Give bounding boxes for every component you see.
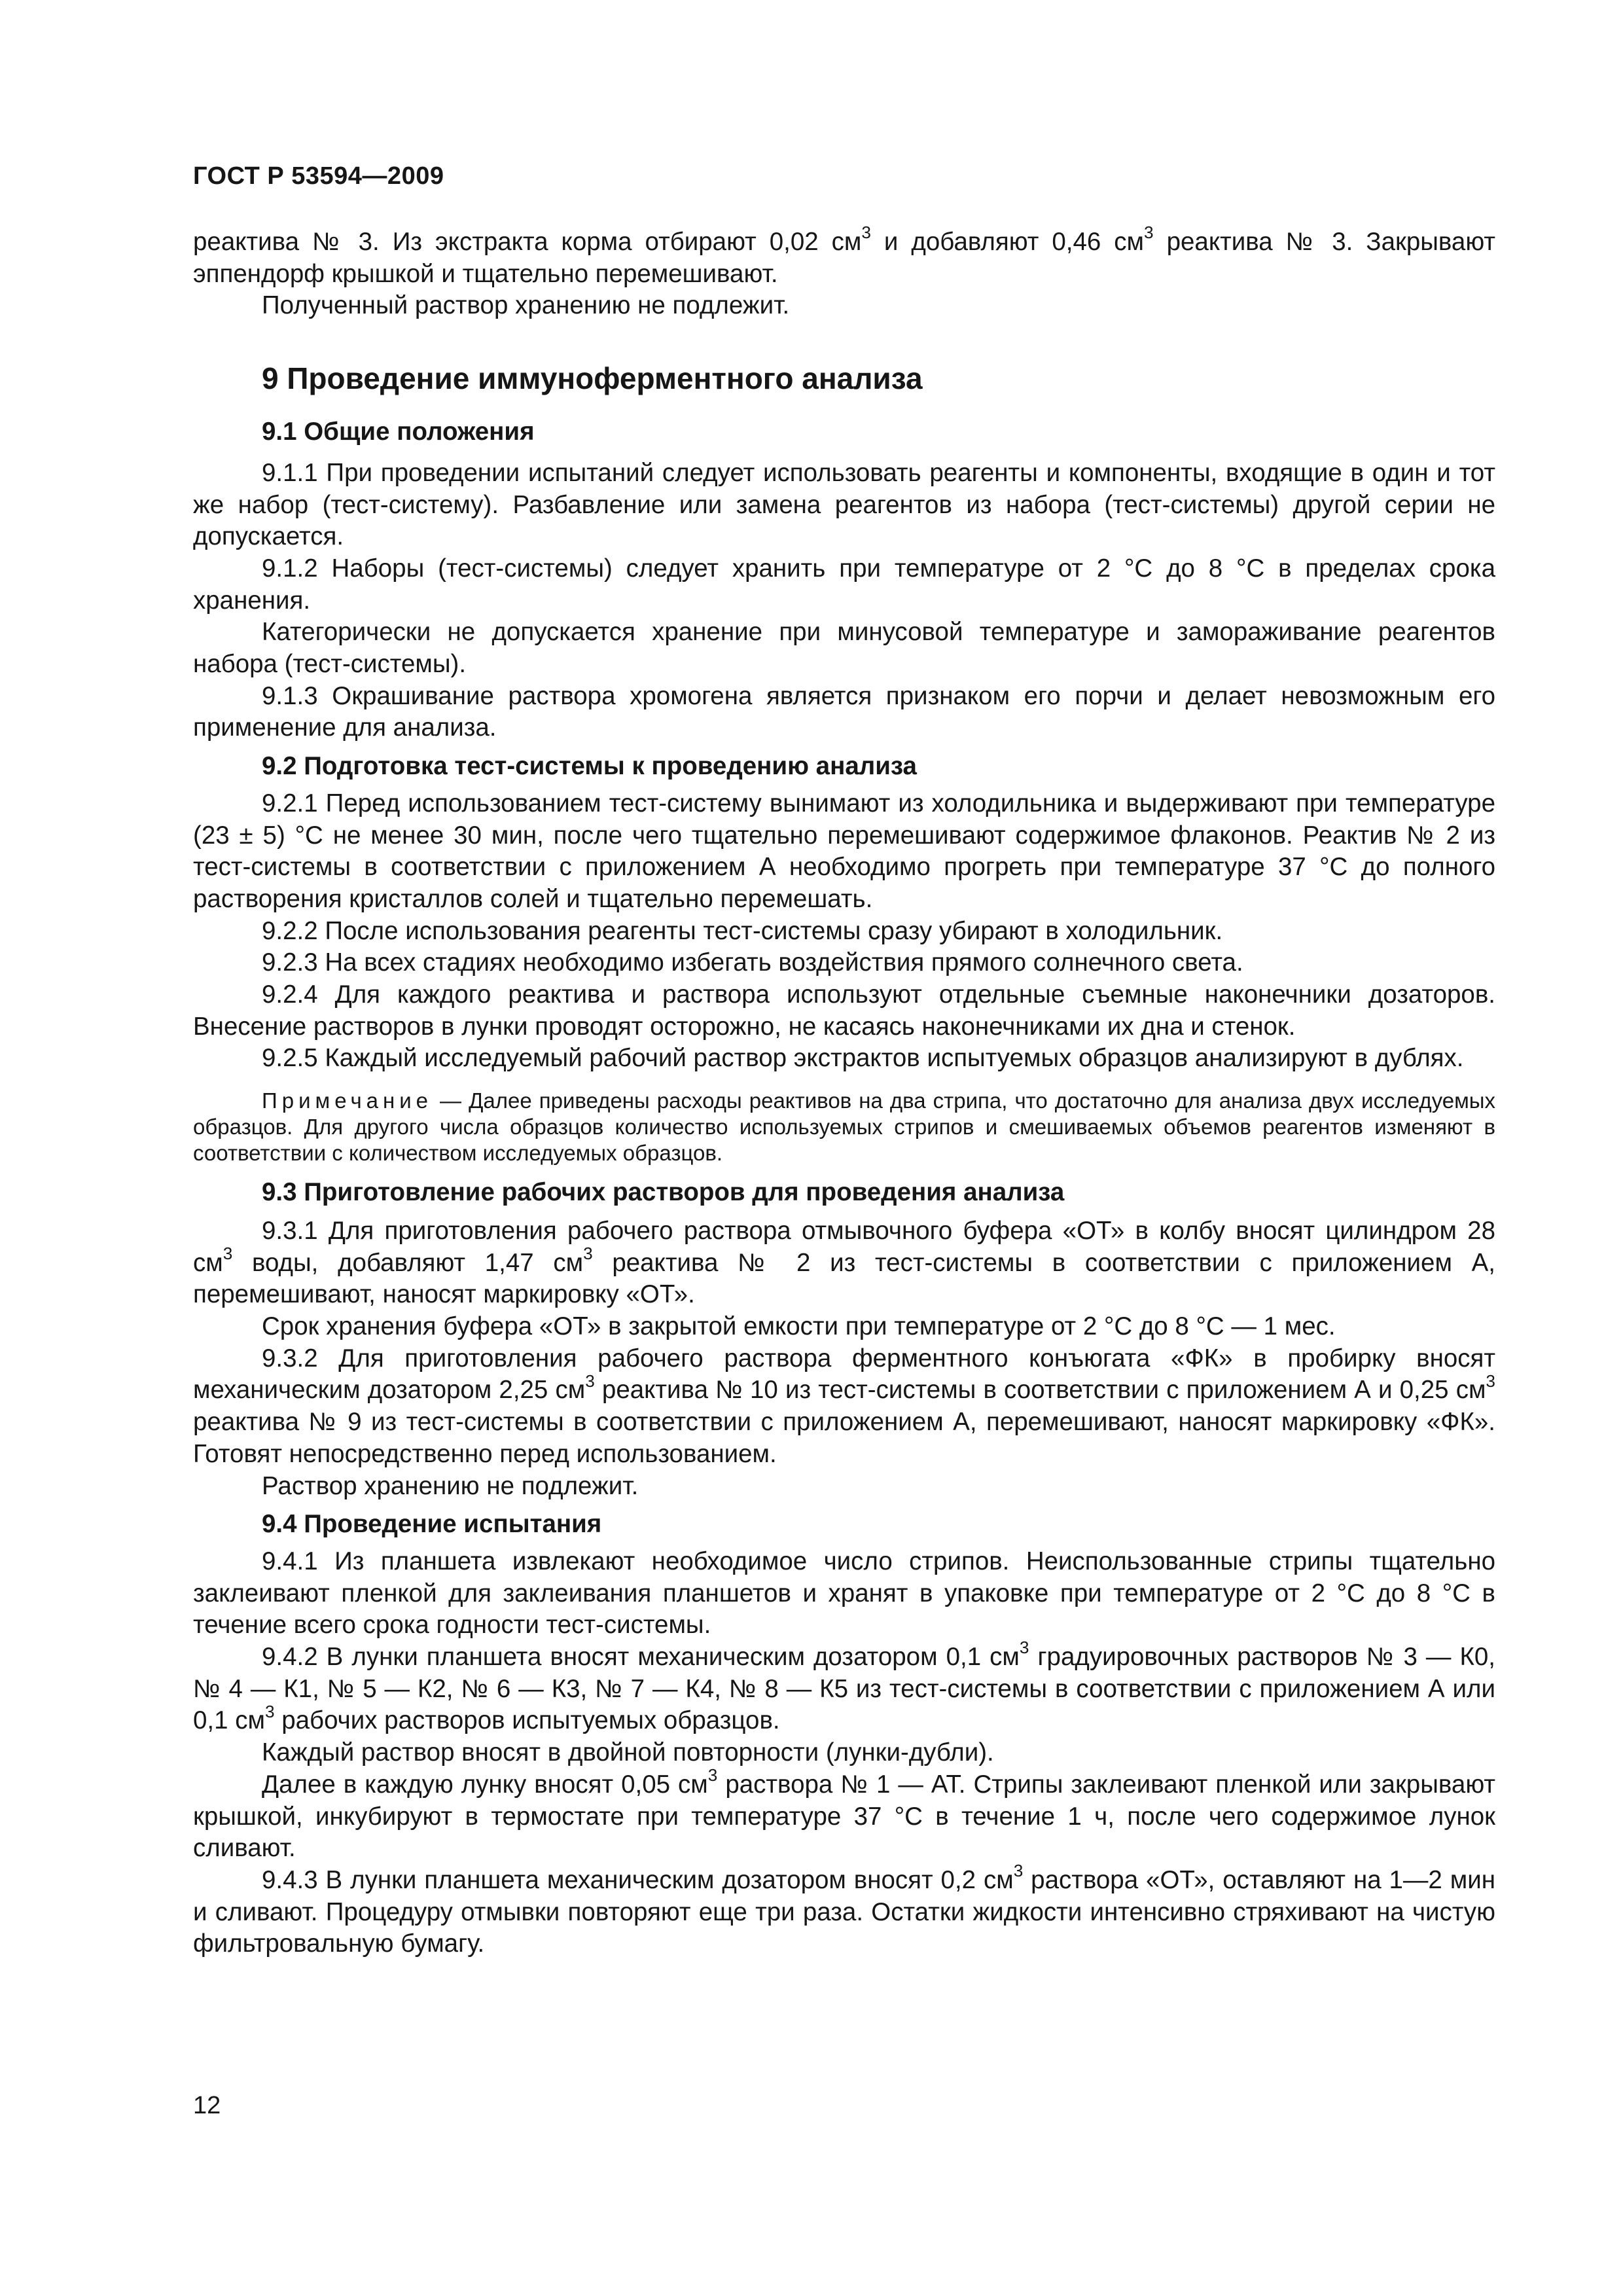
subsection-heading-9-4: 9.4 Проведение испытания: [262, 1510, 602, 1539]
superscript: 3: [264, 1701, 275, 1721]
section-heading-9: 9 Проведение иммуноферментного анализа: [262, 361, 923, 396]
superscript: 3: [585, 1371, 595, 1391]
superscript: 3: [1144, 223, 1154, 243]
text-run: Далее в каждую лунку вносят 0,05 см: [262, 1770, 708, 1799]
page-content: [193, 223, 1496, 1960]
paragraph-9-3-1-storage: Срок хранения буфера «ОТ» в закрытой емкости при температуре от 2 °С до 8 °С — 1 мес.: [262, 1312, 1336, 1340]
text-run: рабочих растворов испытуемых образцов.: [274, 1706, 780, 1735]
superscript: 3: [583, 1243, 593, 1263]
paragraph-9-4-3: [193, 1861, 1495, 1960]
text-run: реактива № 2 из тест-системы в соответствии с приложением А, перемешивают, наносят маркировку «ОТ».: [193, 1248, 1495, 1309]
page-number: 12: [193, 2092, 221, 2119]
paragraph-9-3-1: [193, 1215, 1495, 1311]
paragraph-9-2-4: 9.2.4 Для каждого реактива и раствора используют отдельные съемные наконечники дозаторов. Внесение растворов в лунки проводят осторожно, не касаясь наконечниками их дна и стенок.: [193, 980, 1495, 1041]
text-run: и добавляют 0,46 см: [870, 228, 1145, 256]
paragraph-9-4-2: [193, 1638, 1496, 1737]
paragraph-9-4-1: 9.4.1 Из планшета извлекают необходимое число стрипов. Неиспользованные стрипы тщательно заклеивают пленкой для заклеивания планшетов и хранят в упаковке при температуре от 2 °С до 8 °С в течение всего срока годности тест-системы.: [193, 1547, 1495, 1640]
paragraph-9-2-5: 9.2.5 Каждый исследуемый рабочий раствор экстрактов испытуемых образцов анализируют в дублях.: [262, 1044, 1464, 1073]
subsection-heading-9-3: 9.3 Приготовление рабочих растворов для проведения анализа: [262, 1178, 1065, 1207]
text-run: градуировочных растворов № 3 — К0, № 4 — К1, № 5 — К2, № 6 — К3, № 7 — К4, № 8 — К5 из тест-системы в соответствии с приложением А или 0,1 см: [193, 1643, 1496, 1735]
paragraph-9-1-1: 9.1.1 При проведении испытаний следует использовать реагенты и компоненты, входящие в один и тот же набор (тест-систему). Разбавление или замена реагентов из набора (тест-системы) другой серии не допускается.: [193, 458, 1495, 551]
note-paragraph: [193, 1088, 1495, 1166]
paragraph-9-3-2-storage: Раствор хранению не подлежит.: [262, 1471, 639, 1500]
document-code-header: ГОСТ Р 53594—2009: [193, 162, 444, 190]
paragraph-9-2-1: 9.2.1 Перед использованием тест-систему вынимают из холодильника и выдерживают при температуре (23 ± 5) °С не менее 30 мин, после чего тщательно перемешивают содержимое флаконов. Реактив № 2 из тест-системы в соответствии с приложением А необходимо прогреть при температуре 37 °С до полного растворения кристаллов солей и тщательно перемешать.: [193, 789, 1495, 913]
paragraph-9-1-3: 9.1.3 Окрашивание раствора хромогена является признаком его порчи и делает невозможным его применение для анализа.: [193, 681, 1495, 742]
text-run: воды, добавляют 1,47 см: [232, 1248, 584, 1277]
subsection-heading-9-2: 9.2 Подготовка тест-системы к проведению анализа: [262, 752, 917, 781]
text-run: 9.4.3 В лунки планшета механическим дозатором вносят 0,2 см: [262, 1865, 1014, 1894]
text-run: раствора «ОТ», оставляют на 1—2 мин и сливают. Процедуру отмывки повторяют еще три раза. Остатки жидкости интенсивно стряхивают на чистую фильтровальную бумагу.: [193, 1865, 1495, 1958]
text-run: реактива № 3. Закрывают эппендорф крышкой и тщательно перемешивают.: [193, 228, 1495, 288]
paragraph-9-4-2-duplicates: Каждый раствор вносят в двойной повторности (лунки-дубли).: [262, 1738, 994, 1767]
paragraph-9-4-2-antibody: [193, 1765, 1495, 1865]
text-run: реактива № 9 из тест-системы в соответствии с приложением А, перемешивают, наносят маркировку «ФК». Готовят непосредственно перед использованием.: [193, 1408, 1495, 1468]
text-run: раствора № 1 — АТ. Стрипы заклеивают пленкой или закрывают крышкой, инкубируют в термостате при температуре 37 °С в течение 1 ч, после чего содержимое лунок сливают.: [193, 1770, 1495, 1863]
superscript: 3: [861, 223, 871, 243]
text-run: 9.3.1 Для приготовления рабочего раствора отмывочного буфера «ОТ» в колбу вносят цилиндром 28 см: [193, 1216, 1495, 1277]
superscript: 3: [707, 1765, 718, 1785]
paragraph-9-1-2-cont: Категорически не допускается хранение при минусовой температуре и замораживание реагентов набора (тест-системы).: [193, 618, 1495, 679]
superscript: 3: [1019, 1638, 1029, 1658]
text-run: реактива № 3. Из экстракта корма отбирают 0,02 см: [193, 228, 862, 256]
paragraph-9-1-2: 9.1.2 Наборы (тест-системы) следует хранить при температуре от 2 °С до 8 °С в пределах срока хранения.: [193, 554, 1495, 615]
note-label: Примечание: [262, 1088, 433, 1113]
intro-paragraph: [193, 223, 1495, 290]
note-text: — Далее приведены расходы реактивов на два стрипа, что достаточно для анализа двух исследуемых образцов. Для другого числа образцов количество используемых стрипов и смешиваемых объемов реагентов изменяют в соответствии с количеством исследуемых образцов.: [193, 1088, 1495, 1166]
paragraph-9-2-2: 9.2.2 После использования реагенты тест-системы сразу убирают в холодильник.: [262, 916, 1223, 945]
text-run: 9.3.2 Для приготовления рабочего раствора ферментного конъюгата «ФК» в пробирку вносят механическим дозатором 2,25 см: [193, 1344, 1495, 1405]
superscript: 3: [1013, 1861, 1024, 1881]
text-run: 9.4.2 В лунки планшета вносят механическим дозатором 0,1 см: [262, 1643, 1020, 1672]
intro-paragraph-2: Полученный раствор хранению не подлежит.: [262, 291, 790, 320]
superscript: 3: [223, 1243, 233, 1263]
subsection-heading-9-1: 9.1 Общие положения: [262, 418, 535, 446]
paragraph-9-3-2: [193, 1343, 1495, 1471]
superscript: 3: [1486, 1371, 1495, 1391]
text-run: реактива № 10 из тест-системы в соответствии с приложением А и 0,25 см: [594, 1376, 1486, 1405]
paragraph-9-2-3: 9.2.3 На всех стадиях необходимо избегать воздействия прямого солнечного света.: [262, 948, 1243, 977]
